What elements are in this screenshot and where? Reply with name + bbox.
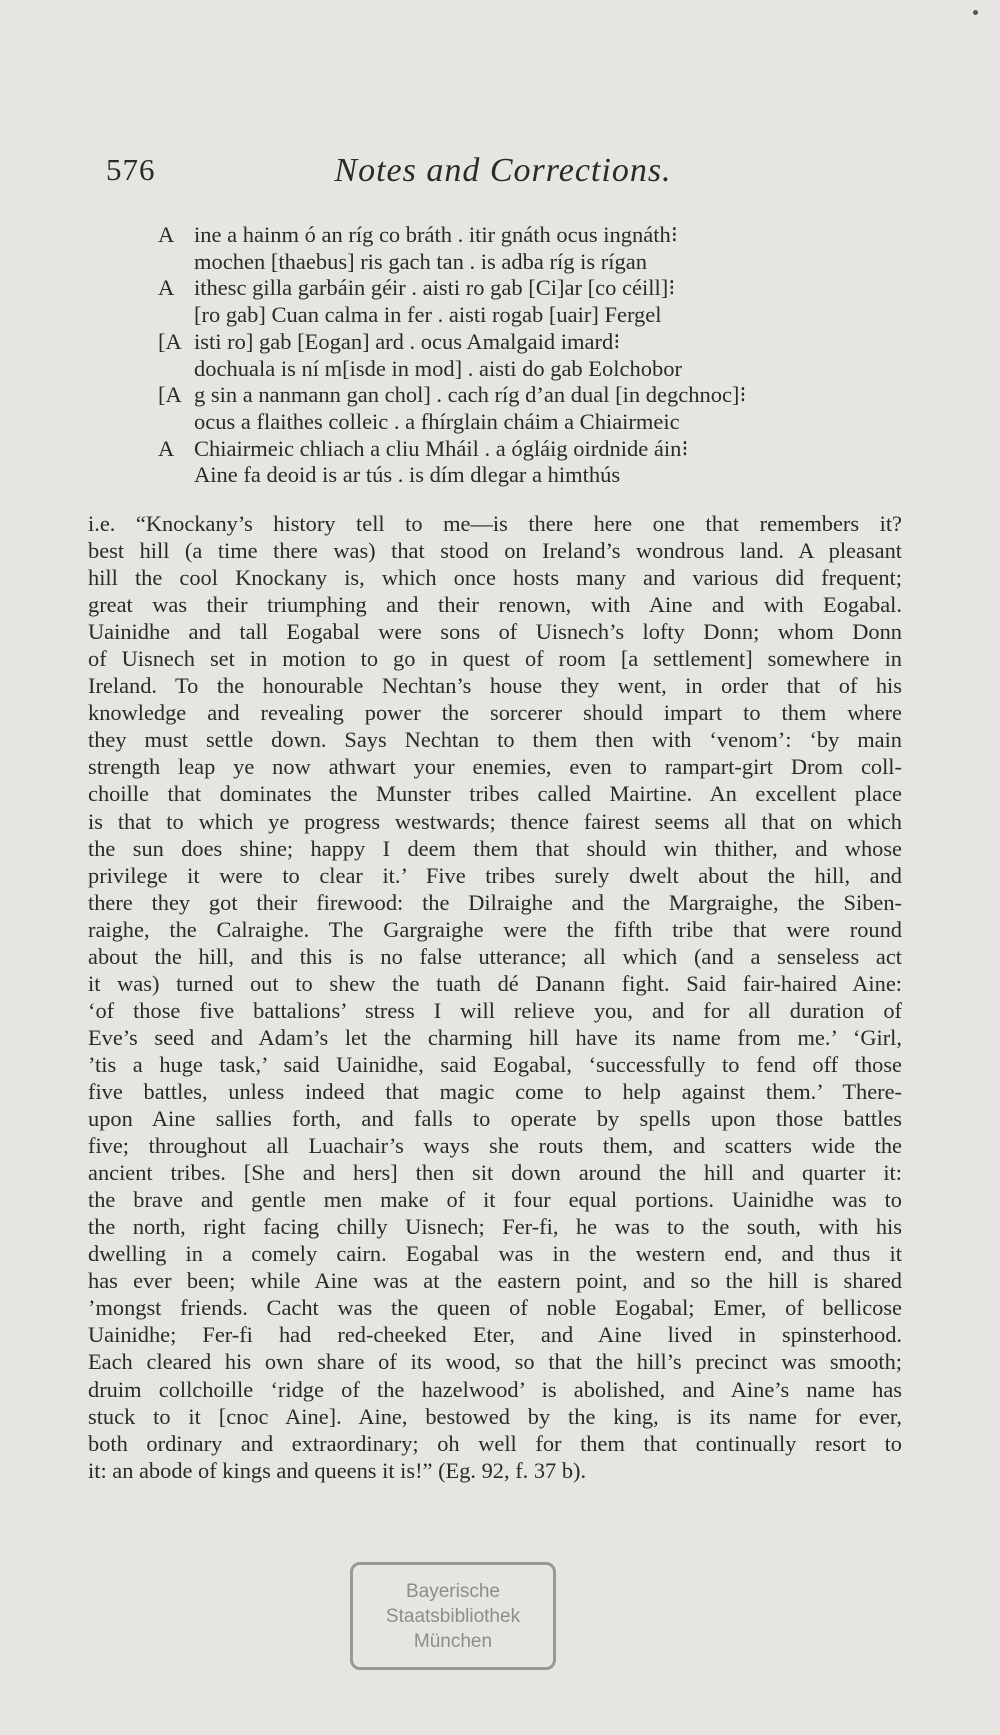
prose-line: there they got their firewood: the Dilraighe and the Margraighe, the Siben-: [88, 889, 902, 915]
prose-line: ’mongst friends. Cacht was the queen of noble Eogabal; Emer, of bellicose: [88, 1295, 902, 1321]
verse-initial: A: [158, 435, 175, 461]
prose-line: upon Aine sallies forth, and falls to operate by spells upon those battles: [88, 1106, 902, 1132]
verse-line: [158, 436, 818, 463]
verse-initial: [158, 302, 194, 329]
prose-line: choille that dominates the Munster tribes called Mairtine. An excellent place: [88, 781, 902, 807]
prose-line: strength leap ye now athwart your enemies, even to rampart-girt Drom coll-: [88, 754, 902, 780]
verse-text: ine a hainm ó an ríg co bráth . itir gnáth ocus ingnáth⁝: [194, 222, 678, 247]
prose-line: Uainidhe; Fer-fi had red-cheeked Eter, and Aine lived in spinsterhood.: [88, 1322, 902, 1348]
verse-text: Chiairmeic chliach a cliu Mháil . a ógláig oirdnide áin⁝: [194, 435, 689, 461]
prose-line: Eve’s seed and Adam’s let the charming hill have its name from me.’ ‘Girl,: [88, 1024, 902, 1050]
verse-line: [158, 249, 818, 276]
verse-line: [158, 275, 818, 302]
library-stamp: [350, 1562, 556, 1670]
verse-line: [158, 222, 818, 249]
prose-line: privilege it were to clear it.’ Five tribes surely dwelt about the hill, and: [88, 862, 902, 888]
prose-line: has ever been; while Aine was at the eastern point, and so the hill is shared: [88, 1268, 902, 1294]
prose-line: it: an abode of kings and queens it is!” (Eg. 92, f. 37 b).: [88, 1457, 587, 1483]
prose-line: five battles, unless indeed that magic come to help against them.’ There-: [88, 1078, 902, 1104]
prose-line: the north, right facing chilly Uisnech; Fer-fi, he was to the south, with his: [88, 1214, 902, 1240]
prose-line: hill the cool Knockany is, which once hosts many and various did frequent;: [88, 565, 902, 591]
prose-line: ‘of those five battalions’ stress I will relieve you, and for all duration of: [88, 997, 902, 1023]
verse-text: g sin a nanmann gan chol] . cach ríg d’an dual [in degchnoc]⁝: [194, 382, 747, 408]
prose-line: dwelling in a comely cairn. Eogabal was in the western end, and thus it: [88, 1241, 902, 1267]
verse-text: ocus a flaithes colleic . a fhírglain cháim a Chiairmeic: [194, 408, 680, 434]
prose-line: Ireland. To the honourable Nechtan’s house they went, in order that of his: [88, 673, 902, 699]
verse-initial: A: [158, 275, 175, 301]
page-header: [106, 152, 900, 196]
prose-line: both ordinary and extraordinary; oh well for them that continually resort to: [88, 1430, 902, 1456]
prose-line: raighe, the Calraighe. The Gargraighe were the fifth tribe that were round: [88, 916, 902, 942]
prose-line: druim collchoille ‘ridge of the hazelwood’ is abolished, and Aine’s name has: [88, 1376, 902, 1402]
prose-line: best hill (a time there was) that stood on Ireland’s wondrous land. A pleasant: [88, 538, 902, 564]
verse-text: ithesc gilla garbáin géir . aisti ro gab [Ci]ar [co céill]⁝: [194, 275, 676, 301]
verse-initial: [158, 356, 194, 383]
translation-paragraph: [88, 510, 902, 1484]
verse-initial: [A: [158, 382, 182, 408]
prose-line: is that to which ye progress westwards; thence fairest seems all that on which: [88, 808, 902, 834]
prose-line: the brave and gentle men make of it four equal portions. Uainidhe was to: [88, 1187, 902, 1213]
irish-verse: [158, 222, 818, 489]
running-title: Notes and Corrections.: [334, 152, 672, 189]
verse-text: isti ro] gab [Eogan] ard . ocus Amalgaid imard⁝: [194, 328, 621, 354]
verse-text: [ro gab] Cuan calma in fer . aisti rogab [uair] Fergel: [194, 302, 662, 328]
verse-line: [158, 302, 818, 329]
verse-line: [158, 382, 818, 409]
prose-line: stuck to it [cnoc Aine]. Aine, bestowed by the king, is its name for ever,: [88, 1403, 902, 1429]
prose-line: ’tis a huge task,’ said Uainidhe, said Eogabal, ‘successfully to fend off those: [88, 1051, 902, 1077]
verse-text: mochen [thaebus] ris gach tan . is adba ríg is rígan: [194, 248, 647, 274]
verse-line: [158, 329, 818, 356]
prose-line: it was) turned out to shew the tuath dé Danann fight. Said fair-haired Aine:: [88, 970, 902, 996]
prose-line: great was their triumphing and their renown, with Aine and with Eogabal.: [88, 592, 902, 618]
prose-line: of Uisnech set in motion to go in quest of room [a settlement] somewhere in: [88, 646, 902, 672]
verse-initial: [158, 249, 194, 276]
verse-text: dochuala is ní m[isde in mod] . aisti do gab Eolchobor: [194, 355, 683, 381]
prose-line: the sun does shine; happy I deem them that should win thither, and whose: [88, 835, 902, 861]
scan-speck: [973, 10, 978, 15]
verse-text: Aine fa deoid is ar tús . is dím dlegar a himthús: [194, 462, 621, 488]
prose-line: about the hill, and this is no false utterance; all which (and a senseless act: [88, 943, 902, 969]
prose-line: ancient tribes. [She and hers] then sit down around the hill and quarter it:: [88, 1160, 902, 1186]
stamp-line-3: München: [413, 1630, 493, 1652]
stamp-line-1: Bayerische: [406, 1580, 500, 1602]
verse-line: [158, 356, 818, 383]
page-number: 576: [106, 152, 156, 187]
verse-initial: [158, 462, 194, 489]
prose-line: knowledge and revealing power the sorcerer should impart to them where: [88, 700, 902, 726]
verse-initial: [158, 409, 194, 436]
prose-line: Uainidhe and tall Eogabal were sons of Uisnech’s lofty Donn; whom Donn: [88, 619, 902, 645]
verse-line: [158, 462, 818, 489]
stamp-line-2: Staatsbibliothek: [385, 1605, 521, 1627]
verse-line: [158, 409, 818, 436]
verse-initial: [A: [158, 328, 182, 354]
prose-line: Each cleared his own share of its wood, so that the hill’s precinct was smooth;: [88, 1349, 902, 1375]
prose-line: five; throughout all Luachair’s ways she routs them, and scatters wide the: [88, 1133, 902, 1159]
prose-line: they must settle down. Says Nechtan to them then with ‘venom’: ‘by main: [88, 727, 902, 753]
verse-initial: A: [158, 222, 175, 247]
prose-line: i.e. “Knockany’s history tell to me—is there here one that remembers it?: [88, 511, 902, 536]
